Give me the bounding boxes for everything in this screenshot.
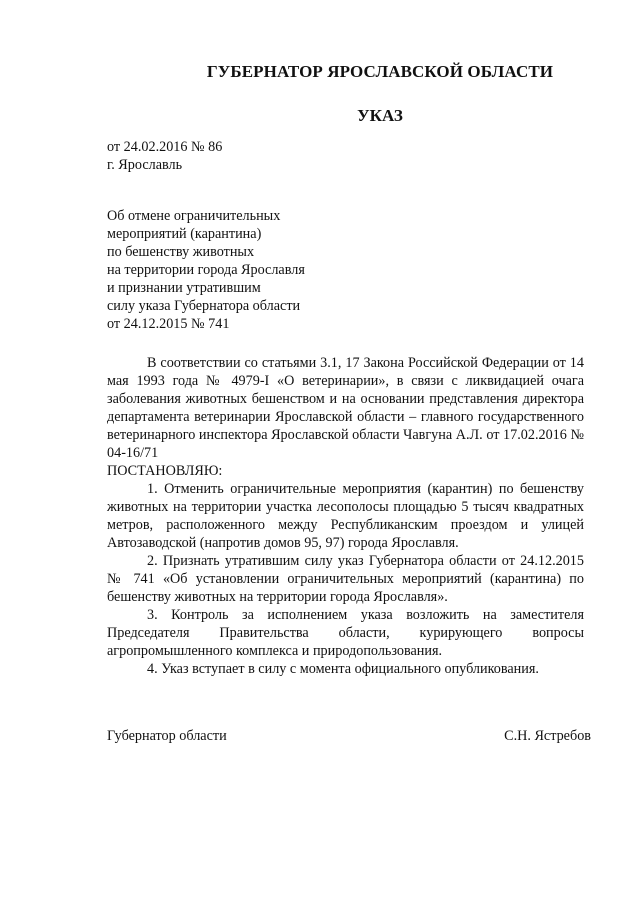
decree-item-2: 2. Признать утратившим силу указ Губернатора области от 24.12.2015 № 741 «Об установлении ограничительных мероприятий (карантина) по бешенству животных на территории города Ярославля». (107, 553, 584, 605)
decree-word: ПОСТАНОВЛЯЮ: (107, 463, 223, 479)
decree-item-3: 3. Контроль за исполнением указа возложить на заместителя Председателя Правительства области, курирующего вопросы агропромышленного комплекса и природопользования. (107, 607, 584, 659)
issuer-title: ГУБЕРНАТОР ЯРОСЛАВСКОЙ ОБЛАСТИ (206, 62, 554, 81)
document-type: УКАЗ (357, 106, 403, 125)
subject-line: от 24.12.2015 № 741 (107, 316, 230, 332)
document-subject (107, 207, 305, 333)
subject-line: мероприятий (карантина) (107, 226, 262, 242)
subject-line: по бешенству животных (107, 244, 255, 260)
document-meta (107, 138, 222, 174)
decree-item-1: 1. Отменить ограничительные мероприятия (карантин) по бешенству животных на территории участка лесополосы площадью 5 тысяч квадратных метров, расположенного между Республиканским проездом и улицей Автозаводской (напротив домов 95, 97) города Ярославля. (107, 481, 584, 551)
preamble-paragraph: В соответствии со статьями 3.1, 17 Закона Российской Федерации от 14 мая 1993 года № 4979-I «О ветеринарии», в связи с ликвидацией очага заболевания животных бешенством и на основании представления директора департамента ветеринарии Ярославской области – главного государственного ветеринарного инспектора Ярославской области Чавгуна А.Л. от 17.02.2016 № 04-16/71 (107, 355, 584, 461)
city: г. Ярославль (107, 157, 183, 173)
document-body (107, 354, 584, 678)
date-and-number: от 24.02.2016 № 86 (107, 139, 223, 155)
signature-block (107, 727, 591, 745)
subject-line: на территории города Ярославля (107, 262, 305, 278)
signatory-position: Губернатор области (107, 728, 227, 744)
decree-item-4: 4. Указ вступает в силу с момента официального опубликования. (147, 661, 539, 677)
subject-line: силу указа Губернатора области (107, 298, 301, 314)
signatory-name: С.Н. Ястребов (504, 728, 591, 744)
subject-line: Об отмене ограничительных (107, 208, 281, 224)
subject-line: и признании утратившим (107, 280, 261, 296)
